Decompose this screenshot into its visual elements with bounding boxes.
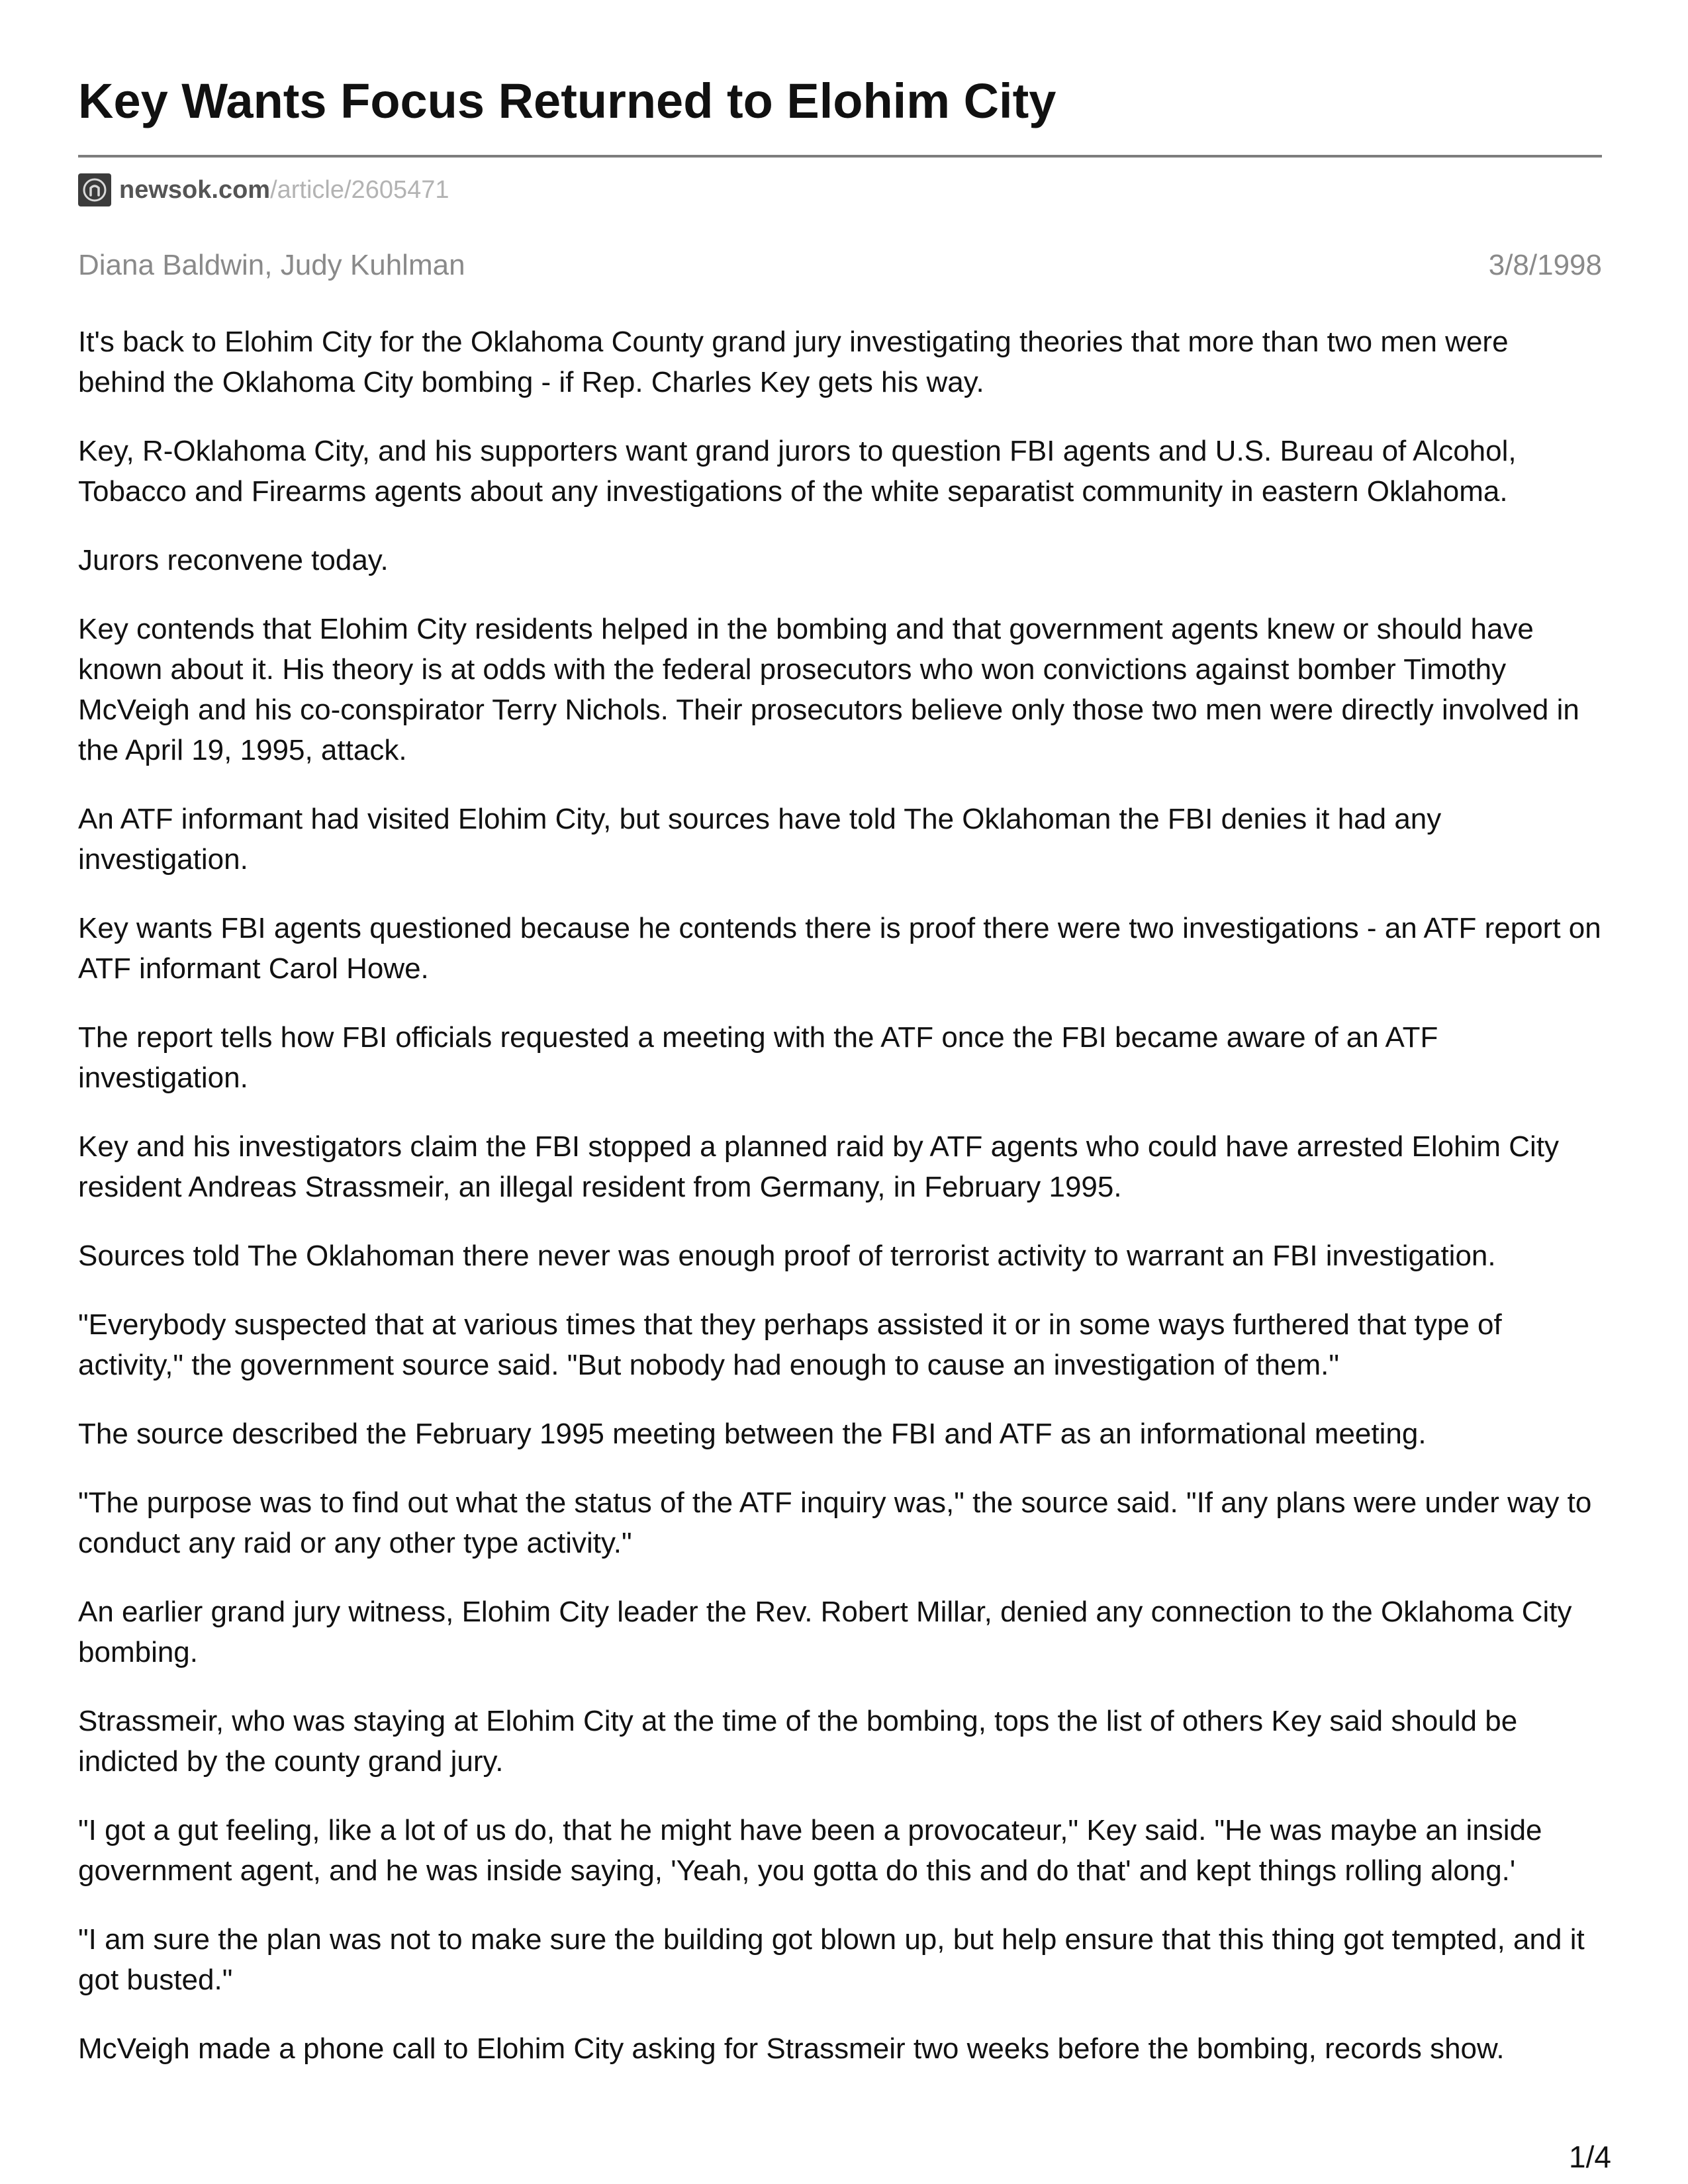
byline	[78, 249, 1602, 282]
article-title: Key Wants Focus Returned to Elohim City	[78, 73, 1056, 128]
article-paragraph: "The purpose was to find out what the status of the ATF inquiry was," the source said. "If any plans were under way to conduct any raid or any other type activity."	[78, 1486, 1592, 1559]
article-paragraph: "Everybody suspected that at various times that they perhaps assisted it or in some ways furthered that type of activity," the government source said. "But nobody had enough to cause an investigation of them."	[78, 1308, 1502, 1381]
page-number: 1/4	[1569, 2140, 1611, 2174]
source-line	[78, 172, 449, 208]
article-paragraph: Sources told The Oklahoman there never was enough proof of terrorist activity to warrant an FBI investigation.	[78, 1240, 1496, 1272]
article-paragraph: "I am sure the plan was not to make sure the building got blown up, but help ensure that this thing got tempted, and it got busted."	[78, 1923, 1585, 1996]
article-paragraph: Key wants FBI agents questioned because he contends there is proof there were two investigations - an ATF report on ATF informant Carol Howe.	[78, 912, 1601, 985]
article-page	[78, 0, 1602, 2184]
article-paragraph: Key, R-Oklahoma City, and his supporters want grand jurors to question FBI agents and U.S. Bureau of Alcohol, Tobacco and Firearms agents about any investigations of the white separatist community in eastern Oklahoma.	[78, 435, 1517, 508]
source-path-link[interactable]: /article/2605471	[270, 175, 449, 204]
article-paragraph: McVeigh made a phone call to Elohim City asking for Strassmeir two weeks before the bombing, records show.	[78, 2032, 1505, 2065]
source-domain-link[interactable]: newsok.com	[119, 175, 271, 204]
article-paragraph: It's back to Elohim City for the Oklahoma County grand jury investigating theories that more than two men were behind the Oklahoma City bombing - if Rep. Charles Key gets his way.	[78, 326, 1509, 398]
article-date: 3/8/1998	[1488, 249, 1602, 281]
article-paragraph: Key and his investigators claim the FBI stopped a planned raid by ATF agents who could have arrested Elohim City resident Andreas Strassmeir, an illegal resident from Germany, in February 1995.	[78, 1130, 1560, 1203]
article-paragraph: Key contends that Elohim City residents helped in the bombing and that government agents knew or should have known about it. His theory is at odds with the federal prosecutors who won convictions against bomber Timothy McVeigh and his co-conspirator Terry Nichols. Their prosecutors believe only those two men were directly involved in the April 19, 1995, attack.	[78, 613, 1579, 766]
article-body	[78, 322, 1602, 2097]
title-divider	[78, 155, 1602, 158]
article-paragraph: "I got a gut feeling, like a lot of us do, that he might have been a provocateur," Key said. "He was maybe an inside government agent, and he was inside saying, 'Yeah, you gotta do this and do that' and kept things rolling along.'	[78, 1814, 1542, 1887]
article-paragraph: An ATF informant had visited Elohim City, but sources have told The Oklahoman the FBI denies it had any investigation.	[78, 803, 1442, 876]
article-paragraph: Strassmeir, who was staying at Elohim City at the time of the bombing, tops the list of others Key said should be indicted by the county grand jury.	[78, 1705, 1518, 1778]
article-paragraph: The source described the February 1995 meeting between the FBI and ATF as an informational meeting.	[78, 1418, 1427, 1450]
article-paragraph: Jurors reconvene today.	[78, 544, 389, 576]
article-authors: Diana Baldwin, Judy Kuhlman	[78, 249, 465, 281]
article-paragraph: An earlier grand jury witness, Elohim City leader the Rev. Robert Millar, denied any connection to the Oklahoma City bombing.	[78, 1596, 1572, 1668]
article-paragraph: The report tells how FBI officials requested a meeting with the ATF once the FBI became aware of an ATF investigation.	[78, 1021, 1438, 1094]
newsok-logo-icon	[78, 173, 111, 206]
